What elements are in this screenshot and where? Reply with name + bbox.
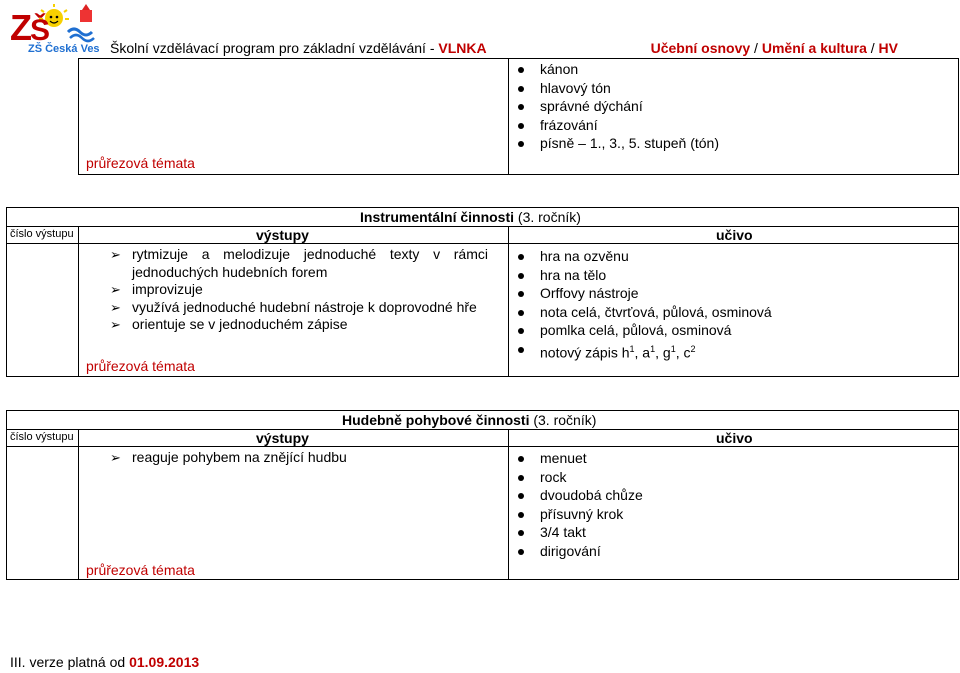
crosscutting-label: průřezová témata	[86, 155, 195, 171]
list-item: 3/4 takt	[512, 523, 643, 542]
col-outputs-header: výstupy	[256, 430, 309, 446]
notation-item: notový zápis $h^1$, $a^1$, $g^1$, $c^2$	[512, 340, 772, 362]
list-item: ➢ orientuje se v jednoduchém zápise	[110, 316, 348, 332]
list-item: frázování	[512, 116, 719, 135]
list-item: dirigování	[512, 542, 643, 561]
list-item: menuet	[512, 449, 643, 468]
crosscutting-label: průřezová témata	[86, 358, 195, 374]
list-item: hlavový tón	[512, 79, 719, 98]
version-date: 01.09.2013	[129, 654, 200, 670]
col-number-header: číslo výstupu	[10, 431, 74, 443]
list-item: nota celá, čtvrťová, půlová, osminová	[512, 303, 772, 322]
col-outputs-header: výstupy	[256, 227, 309, 243]
list-item: ➢ improvizuje	[110, 281, 203, 297]
arrow-bullet-icon: ➢	[110, 299, 121, 315]
version-footer: III. verze platná od 01.09.2013	[10, 654, 200, 670]
list-item: ➢ reaguje pohybem na znějící hudbu	[110, 449, 347, 465]
list-item: písně – 1., 3., 5. stupeň (tón)	[512, 134, 719, 153]
list-item: správné dýchání	[512, 97, 719, 116]
crosscutting-label: průřezová témata	[86, 562, 195, 578]
section1-content	[512, 247, 772, 362]
arrow-bullet-icon: ➢	[110, 247, 121, 262]
list-item: pomlka celá, půlová, osminová	[512, 321, 772, 340]
svg-text:ZŠ Česká Ves: ZŠ Česká Ves	[28, 43, 100, 54]
arrow-bullet-icon: ➢	[110, 450, 121, 465]
section-path: Učební osnovy / Umění a kultura / HV	[650, 40, 898, 56]
col-number-header: číslo výstupu	[10, 228, 74, 240]
col-content-header: učivo	[716, 227, 753, 243]
arrow-bullet-icon: ➢	[110, 282, 121, 297]
list-item: ➢ využívá jednoduché hudební nástroje k doprovodné hře	[110, 298, 477, 315]
section1-title: Instrumentální činnosti (3. ročník)	[360, 209, 581, 225]
list-item: Orffovy nástroje	[512, 284, 772, 303]
arrow-bullet-icon: ➢	[110, 317, 121, 332]
program-name: VLNKA	[438, 40, 487, 56]
list-item: rock	[512, 468, 643, 487]
list-item: kánon	[512, 60, 719, 79]
svg-text:Z: Z	[10, 7, 32, 48]
section2-title: Hudebně pohybové činnosti (3. ročník)	[342, 412, 597, 428]
section2-outputs	[108, 449, 488, 467]
list-item: přísuvný krok	[512, 505, 643, 524]
list-item: dvoudobá chůze	[512, 486, 643, 505]
school-logo	[8, 2, 104, 54]
svg-text:Š: Š	[30, 14, 51, 47]
section2-table	[6, 410, 959, 580]
col-content-header: učivo	[716, 430, 753, 446]
list-item: hra na ozvěnu	[512, 247, 772, 266]
section2-content	[512, 449, 643, 560]
top-content-list	[512, 60, 719, 153]
section1-outputs	[108, 246, 488, 334]
list-item: ➢ rytmizuje a melodizuje jednoduché texty v rámci jednoduchých hudebních forem	[110, 246, 488, 280]
list-item: hra na tělo	[512, 266, 772, 285]
program-title: Školní vzdělávací program pro základní vzdělávání - VLNKA	[110, 40, 487, 56]
